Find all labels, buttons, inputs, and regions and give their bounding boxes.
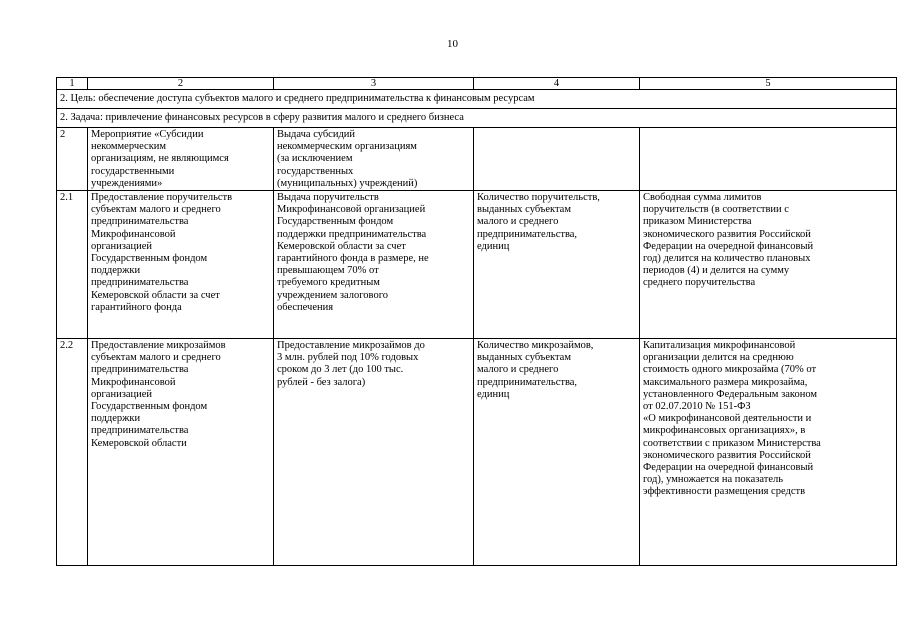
table-row — [57, 191, 897, 339]
measure-description: Выдача поручительств Микрофинансовой организацией Государственным фондом поддержки предпринимательства Кемеровской области за счет гарантийного фонда в размере, не превышающем 70% от требуемого кредитным учреждением залогового обеспечения — [274, 191, 474, 339]
measure-indicator: Количество микрозаймов, выданных субъектам малого и среднего предпринимательства, единиц — [474, 339, 640, 566]
goal-row — [57, 90, 897, 109]
header-row — [57, 78, 897, 90]
calculation-method: Свободная сумма лимитов поручительств (в соответствии с приказом Министерства экономического развития Российской Федерации на очередной финансовый год) делится на количество плановых периодов (4) и делится на сумму среднего поручительства — [640, 191, 897, 339]
measure-name: Мероприятие «Субсидии некоммерческим организациям, не являющимся государственными учреждениями» — [88, 128, 274, 191]
header-cell-4: 4 — [474, 78, 640, 90]
header-cell-2: 2 — [88, 78, 274, 90]
header-cell-1: 1 — [57, 78, 88, 90]
measure-name: Предоставление поручительств субъектам малого и среднего предпринимательства Микрофинансовой организацией Государственным фондом поддержки предпринимательства Кемеровской области за счет гарантийного фонда — [88, 191, 274, 339]
header-cell-5: 5 — [640, 78, 897, 90]
calculation-method: Капитализация микрофинансовой организации делится на среднюю стоимость одного микрозайма (70% от максимального размера микрозайма, установленного Федеральным законом от 02.07.2010 № 151-ФЗ «О микрофинансовой деятельности и микрофинансовых организациях», в соответствии с приказом Министерства экономического развития Российской Федерации на очередной финансовый год), умножается на показатель эффективности размещения средств — [640, 339, 897, 566]
measure-indicator: Количество поручительств, выданных субъектам малого и среднего предпринимательства, единиц — [474, 191, 640, 339]
calculation-method — [640, 128, 897, 191]
measure-name: Предоставление микрозаймов субъектам малого и среднего предпринимательства Микрофинансовой организацией Государственным фондом поддержки предпринимательства Кемеровской области — [88, 339, 274, 566]
row-number: 2 — [57, 128, 88, 191]
row-number: 2.1 — [57, 191, 88, 339]
measures-table — [56, 77, 897, 566]
goal-text: 2. Цель: обеспечение доступа субъектов малого и среднего предпринимательства к финансовым ресурсам — [57, 90, 897, 109]
measure-indicator — [474, 128, 640, 191]
table-row — [57, 339, 897, 566]
measure-description: Выдача субсидий некоммерческим организациям (за исключением государственных (муниципальных) учреждений) — [274, 128, 474, 191]
page-number: 10 — [447, 38, 458, 50]
table-row — [57, 128, 897, 191]
header-cell-3: 3 — [274, 78, 474, 90]
measure-description: Предоставление микрозаймов до 3 млн. рублей под 10% годовых сроком до 3 лет (до 100 тыс. рублей - без залога) — [274, 339, 474, 566]
task-text: 2. Задача: привлечение финансовых ресурсов в сферу развития малого и среднего бизнеса — [57, 109, 897, 128]
task-row — [57, 109, 897, 128]
row-number: 2.2 — [57, 339, 88, 566]
